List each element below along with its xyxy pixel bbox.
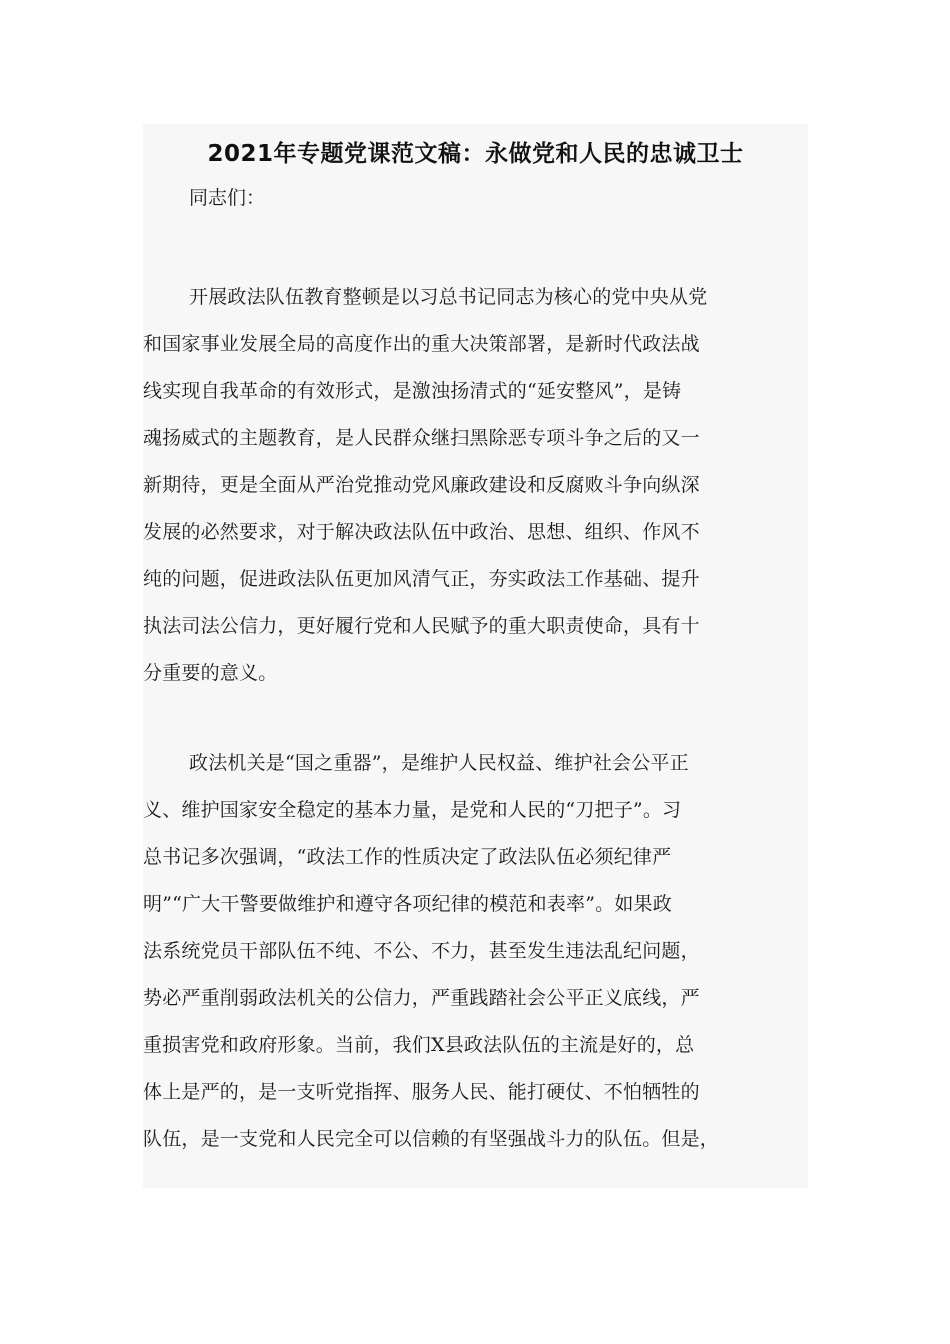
paragraph-line: 魂扬威式的主题教育，是人民群众继扫黑除恶专项斗争之后的又一 [143, 427, 700, 449]
paragraph-line: 总书记多次强调，“政法工作的性质决定了政法队伍必须纪律严 [143, 846, 672, 868]
paragraph-line: 和国家事业发展全局的高度作出的重大决策部署，是新时代政法战 [143, 333, 700, 355]
paragraph-line: 重损害党和政府形象。当前，我们X县政法队伍的主流是好的，总 [143, 1034, 695, 1056]
paragraph-line: 分重要的意义。 [143, 662, 278, 684]
paragraph-line: 线实现自我革命的有效形式，是激浊扬清式的“延安整风”，是铸 [143, 380, 682, 402]
paragraph-line: 体上是严的，是一支听党指挥、服务人民、能打硬仗、不怕牺牲的 [143, 1081, 700, 1103]
paragraph-line: 势必严重削弱政法机关的公信力，严重践踏社会公平正义底线，严 [143, 987, 700, 1009]
paragraph-line: 政法机关是“国之重器”，是维护人民权益、维护社会公平正 [189, 752, 689, 774]
paragraph-line: 开展政法队伍教育整顿是以习总书记同志为核心的党中央从党 [189, 286, 708, 308]
greeting: 同志们： [189, 187, 266, 209]
paragraph-2 [143, 740, 808, 1163]
paragraph-line: 执法司法公信力，更好履行党和人民赋予的重大职责使命，具有十 [143, 615, 700, 637]
paragraph-line: 明”“广大干警要做维护和遵守各项纪律的模范和表率”。如果政 [143, 893, 672, 915]
document-body [143, 124, 808, 1188]
paragraph-line: 发展的必然要求，对于解决政法队伍中政治、思想、组织、作风不 [143, 521, 700, 543]
paragraph-line: 义、维护国家安全稳定的基本力量，是党和人民的“刀把子”。习 [143, 799, 682, 821]
paragraph-line: 纯的问题，促进政法队伍更加风清气正，夯实政法工作基础、提升 [143, 568, 700, 590]
document-title: 2021年专题党课范文稿：永做党和人民的忠诚卫士 [207, 141, 744, 167]
paragraph-line: 队伍，是一支党和人民完全可以信赖的有坚强战斗力的队伍。但是， [143, 1128, 720, 1150]
paragraph-1 [143, 274, 808, 697]
paragraph-line: 法系统党员干部队伍不纯、不公、不力，甚至发生违法乱纪问题， [143, 940, 700, 962]
paragraph-line: 新期待，更是全面从严治党推动党风廉政建设和反腐败斗争向纵深 [143, 474, 700, 496]
